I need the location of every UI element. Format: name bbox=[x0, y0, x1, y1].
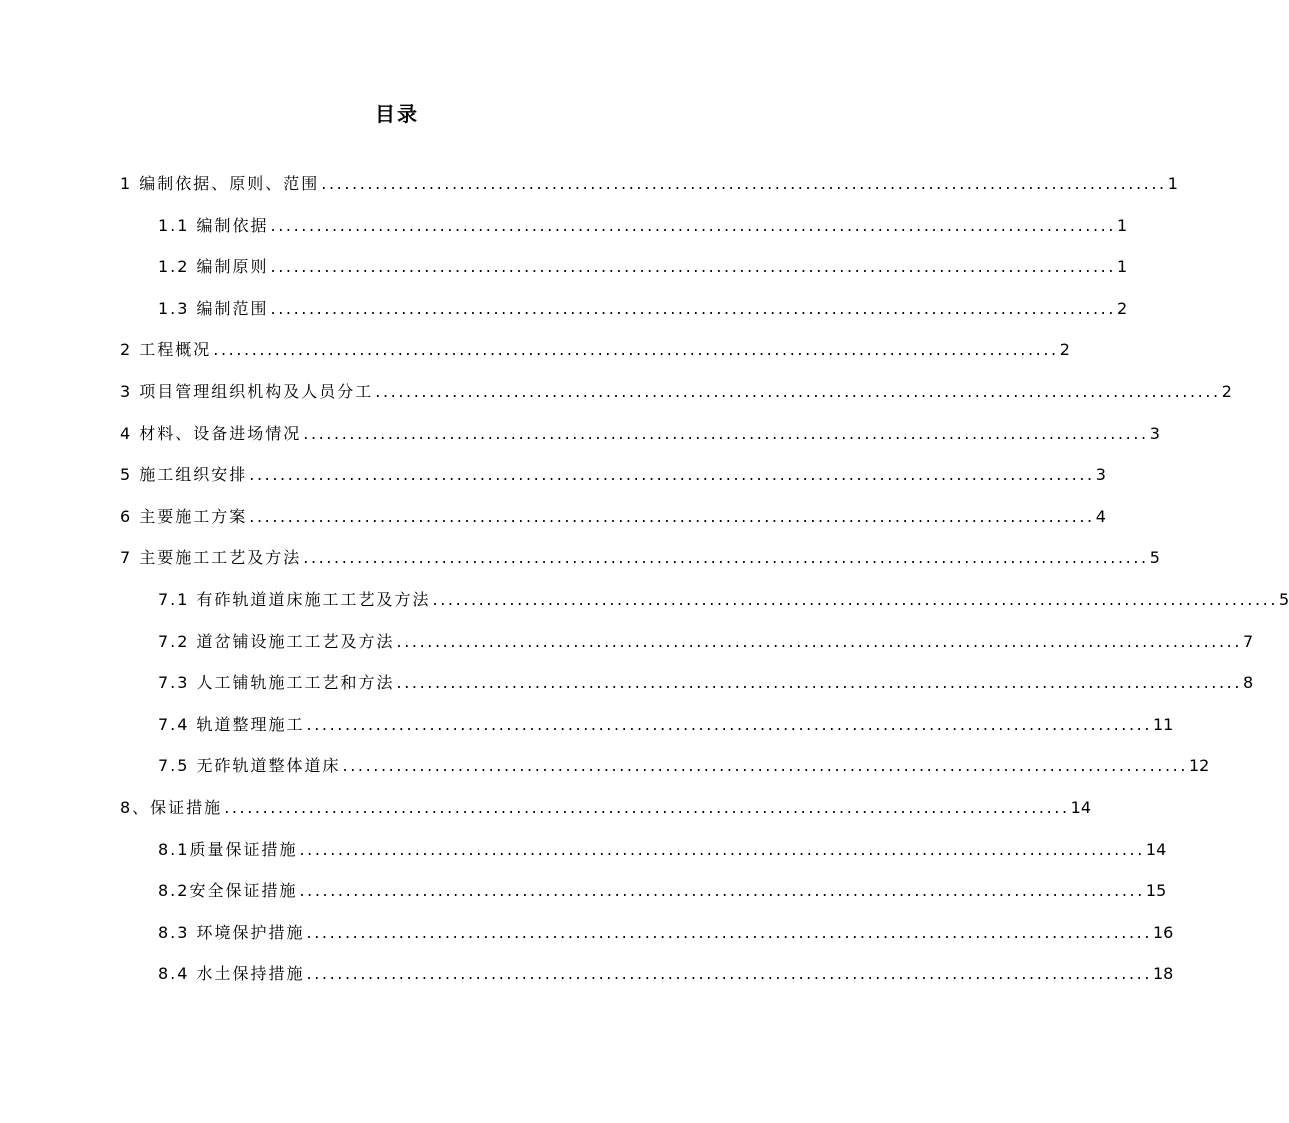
toc-page-number: 1 bbox=[1117, 215, 1128, 235]
dot-leader: .............................................................................................................. bbox=[432, 589, 1278, 609]
toc-entry[interactable] bbox=[120, 214, 1128, 256]
toc-entry-text: 7.2 道岔铺设施工工艺及方法 bbox=[158, 631, 395, 651]
toc-page-number: 5 bbox=[1149, 548, 1160, 568]
dot-leader: .............................................................................................................. bbox=[396, 673, 1242, 693]
toc-page-number: 7 bbox=[1243, 631, 1254, 651]
toc-entry[interactable] bbox=[120, 921, 1174, 963]
toc-entry-text: 6 主要施工方案 bbox=[120, 506, 248, 526]
dot-leader: .............................................................................................................. bbox=[342, 756, 1188, 776]
toc-entry-text: 7.1 有砟轨道道床施工工艺及方法 bbox=[158, 589, 431, 609]
toc-page-number: 4 bbox=[1095, 506, 1106, 526]
toc-page-number: 8 bbox=[1243, 673, 1254, 693]
dot-leader: .............................................................................................................. bbox=[213, 340, 1059, 360]
toc-entry[interactable] bbox=[120, 172, 1178, 214]
toc-entry[interactable] bbox=[120, 962, 1174, 1004]
toc-entry[interactable] bbox=[120, 588, 1289, 630]
toc-entry[interactable] bbox=[120, 879, 1167, 921]
toc-page-number: 2 bbox=[1059, 340, 1070, 360]
toc-page-number: 14 bbox=[1070, 797, 1091, 817]
toc-entry[interactable] bbox=[120, 505, 1106, 547]
table-of-contents bbox=[120, 172, 1289, 1004]
toc-entry-text: 8.2安全保证措施 bbox=[158, 881, 298, 901]
toc-entry[interactable] bbox=[120, 380, 1232, 422]
toc-page-number: 1 bbox=[1117, 257, 1128, 277]
toc-entry-text: 8.4 水土保持措施 bbox=[158, 964, 305, 984]
toc-page-number: 3 bbox=[1149, 423, 1160, 443]
toc-page-number: 15 bbox=[1145, 881, 1167, 901]
toc-page-number: 16 bbox=[1153, 922, 1174, 942]
toc-entry-text: 8.1质量保证措施 bbox=[158, 839, 298, 859]
toc-entry-text: 1.2 编制原则 bbox=[158, 257, 269, 277]
dot-leader: .............................................................................................................. bbox=[303, 423, 1149, 443]
toc-entry-text: 1 编制依据、原则、范围 bbox=[120, 174, 320, 193]
toc-entry-text: 7.3 人工铺轨施工工艺和方法 bbox=[158, 673, 395, 693]
dot-leader: .............................................................................................................. bbox=[270, 257, 1116, 277]
toc-entry[interactable] bbox=[120, 671, 1254, 713]
dot-leader: .............................................................................................................. bbox=[224, 797, 1070, 817]
dot-leader: .............................................................................................................. bbox=[270, 298, 1116, 318]
toc-entry[interactable] bbox=[120, 754, 1210, 796]
dot-leader: .............................................................................................................. bbox=[375, 381, 1221, 401]
toc-entry-text: 2 工程概况 bbox=[120, 340, 212, 360]
toc-page-number: 2 bbox=[1117, 298, 1128, 318]
toc-entry-text: 7 主要施工工艺及方法 bbox=[120, 548, 302, 568]
toc-page-number: 3 bbox=[1095, 465, 1106, 485]
dot-leader: .............................................................................................................. bbox=[249, 506, 1095, 526]
dot-leader: .............................................................................................................. bbox=[306, 964, 1152, 984]
toc-page-number: 11 bbox=[1153, 714, 1174, 734]
dot-leader: .............................................................................................................. bbox=[306, 714, 1152, 734]
dot-leader: .............................................................................................................. bbox=[249, 465, 1095, 485]
dot-leader: .............................................................................................................. bbox=[299, 881, 1145, 901]
toc-entry-text: 5 施工组织安排 bbox=[120, 465, 248, 485]
toc-entry-text: 8、保证措施 bbox=[120, 797, 223, 817]
dot-leader: .............................................................................................................. bbox=[396, 631, 1242, 651]
dot-leader: .............................................................................................................. bbox=[306, 922, 1152, 942]
toc-entry[interactable] bbox=[120, 713, 1174, 755]
dot-leader: .............................................................................................................. bbox=[299, 839, 1145, 859]
toc-entry-text: 1.1 编制依据 bbox=[158, 215, 269, 235]
page-title: 目录 bbox=[375, 102, 419, 126]
toc-entry[interactable] bbox=[120, 838, 1167, 880]
toc-page-number: 18 bbox=[1153, 964, 1174, 984]
toc-entry[interactable] bbox=[120, 630, 1254, 672]
toc-page-number: 2 bbox=[1221, 381, 1232, 401]
dot-leader: .............................................................................................................. bbox=[270, 215, 1116, 235]
toc-page-number: 5 bbox=[1279, 589, 1289, 609]
toc-entry[interactable] bbox=[120, 297, 1128, 339]
toc-entry-text: 1.3 编制范围 bbox=[158, 298, 269, 318]
toc-entry[interactable] bbox=[120, 796, 1091, 838]
toc-entry-text: 7.4 轨道整理施工 bbox=[158, 714, 305, 734]
dot-leader: .............................................................................................................. bbox=[321, 174, 1167, 193]
toc-page-number: 1 bbox=[1167, 174, 1178, 193]
dot-leader: .............................................................................................................. bbox=[303, 548, 1149, 568]
toc-entry[interactable] bbox=[120, 422, 1160, 464]
toc-page-number: 12 bbox=[1189, 756, 1210, 776]
toc-page-number: 14 bbox=[1145, 839, 1167, 859]
toc-entry[interactable] bbox=[120, 463, 1106, 505]
toc-entry[interactable] bbox=[120, 338, 1070, 380]
toc-entry-text: 3 项目管理组织机构及人员分工 bbox=[120, 381, 374, 401]
toc-entry-text: 7.5 无砟轨道整体道床 bbox=[158, 756, 341, 776]
toc-entry[interactable] bbox=[120, 255, 1128, 297]
toc-entry-text: 4 材料、设备进场情况 bbox=[120, 423, 302, 443]
toc-entry-text: 8.3 环境保护措施 bbox=[158, 922, 305, 942]
toc-entry[interactable] bbox=[120, 546, 1160, 588]
